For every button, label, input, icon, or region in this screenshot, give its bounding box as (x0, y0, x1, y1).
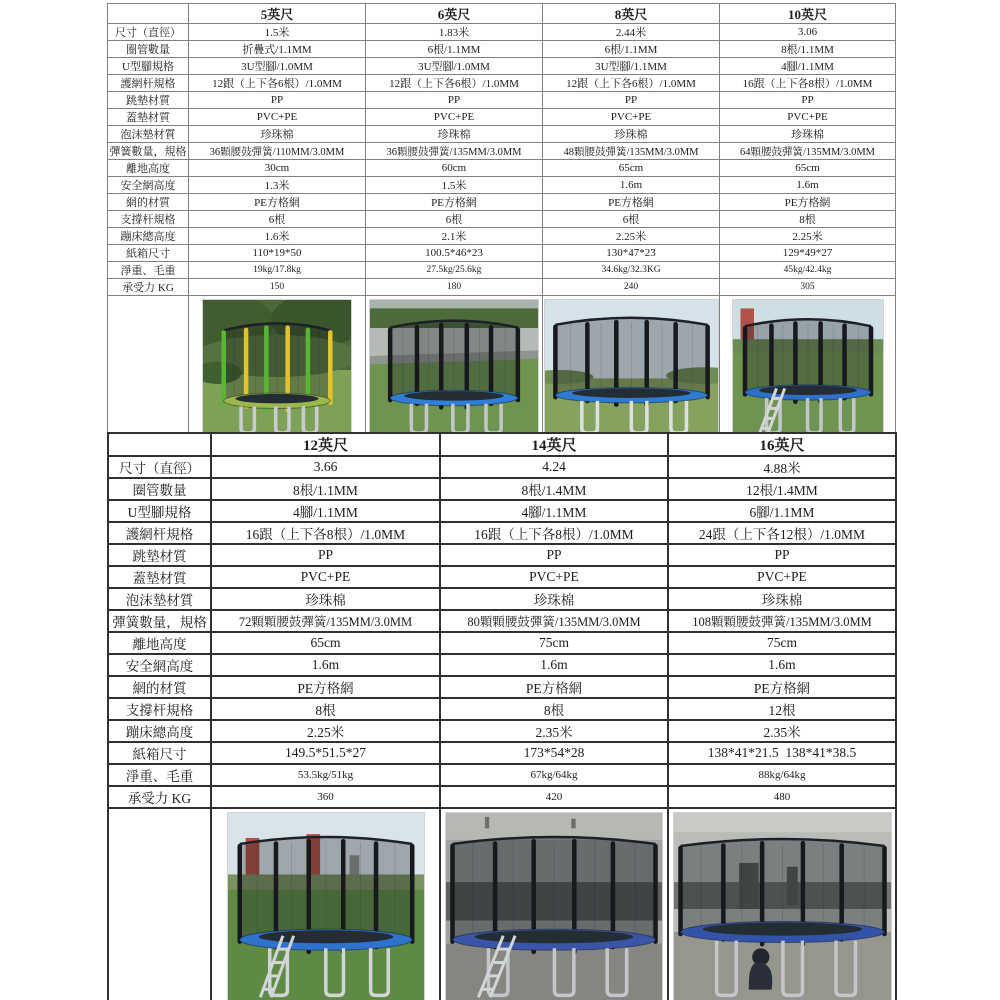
spec-cell: 4腳/1.1MM (440, 500, 668, 522)
spec-cell: 75cm (668, 632, 896, 654)
spec-cell: 30cm (189, 160, 366, 177)
spec-cell: 16跟（上下各8根）/1.0MM (211, 522, 440, 544)
spec-cell: 1.6m (543, 177, 720, 194)
photo-cell (720, 296, 896, 446)
spec-cell: 75cm (440, 632, 668, 654)
spec-cell: 130*47*23 (543, 245, 720, 262)
spec-row (108, 544, 896, 566)
spec-cell: 折疊式/1.1MM (189, 41, 366, 58)
spec-cell: PP (543, 92, 720, 109)
column-header: 12英尺 (211, 433, 440, 456)
row-label: 承受力 KG (108, 279, 189, 296)
spec-cell: 2.44米 (543, 24, 720, 41)
trampoline-photo-16ft (673, 812, 892, 1000)
photo-cell (189, 296, 366, 446)
spec-cell: 100.5*46*23 (366, 245, 543, 262)
spec-cell: 6根 (189, 211, 366, 228)
spec-row (108, 478, 896, 500)
photo-cell (668, 808, 896, 1000)
row-label: 安全網高度 (108, 654, 211, 676)
spec-row (108, 177, 896, 194)
spec-cell: 2.35米 (668, 720, 896, 742)
spec-cell: 48顆腰鼓彈簧/135MM/3.0MM (543, 143, 720, 160)
row-label: 彈簧數量，規格 (108, 143, 189, 160)
spec-cell: 72顆顆腰鼓彈簧/135MM/3.0MM (211, 610, 440, 632)
spec-cell: 6根/1.1MM (543, 41, 720, 58)
spec-cell: 3U型腳/1.0MM (189, 58, 366, 75)
trampoline-photo-8ft (544, 299, 719, 441)
row-label: 支撐杆規格 (108, 211, 189, 228)
spec-cell: 16跟（上下各8根）/1.0MM (720, 75, 896, 92)
row-label: 淨重、毛重 (108, 262, 189, 279)
spec-cell: 1.6m (211, 654, 440, 676)
photo-row (108, 296, 896, 446)
spec-cell: PE方格網 (189, 194, 366, 211)
spec-cell: PP (720, 92, 896, 109)
spec-cell: 2.1米 (366, 228, 543, 245)
trampoline-photo-12ft (227, 812, 425, 1000)
spec-cell: 53.5kg/51kg (211, 764, 440, 786)
spec-cell: 4.24 (440, 456, 668, 478)
row-label: 支撐杆規格 (108, 698, 211, 720)
spec-cell: 180 (366, 279, 543, 296)
photo-row (108, 808, 896, 1000)
spec-cell: PVC+PE (668, 566, 896, 588)
spec-cell: PE方格網 (366, 194, 543, 211)
spec-cell: PVC+PE (543, 109, 720, 126)
column-header: 14英尺 (440, 433, 668, 456)
photo-cell (440, 808, 668, 1000)
spec-cell: 8根/1.1MM (211, 478, 440, 500)
trampoline-photo-14ft (445, 812, 663, 1000)
spec-cell: 8根 (211, 698, 440, 720)
row-label: 圈管數量 (108, 478, 211, 500)
spec-cell: PE方格網 (543, 194, 720, 211)
spec-row (108, 588, 896, 610)
spec-row (108, 676, 896, 698)
column-header: 6英尺 (366, 4, 543, 24)
spec-cell: 36顆腰鼓彈簧/110MM/3.0MM (189, 143, 366, 160)
row-label: 蹦床總高度 (108, 228, 189, 245)
spec-row (108, 245, 896, 262)
spec-cell: 150 (189, 279, 366, 296)
spec-cell: 珍珠棉 (668, 588, 896, 610)
empty-cell (108, 808, 211, 1000)
spec-row (108, 160, 896, 177)
spec-cell: 173*54*28 (440, 742, 668, 764)
spec-row (108, 786, 896, 808)
row-label: 網的材質 (108, 676, 211, 698)
row-label: 離地高度 (108, 160, 189, 177)
spec-cell: PVC+PE (720, 109, 896, 126)
spec-cell: 6根 (543, 211, 720, 228)
spec-cell: 珍珠棉 (440, 588, 668, 610)
spec-cell: 16跟（上下各8根）/1.0MM (440, 522, 668, 544)
spec-cell: 138*41*21.5 138*41*38.5 (668, 742, 896, 764)
row-label: 離地高度 (108, 632, 211, 654)
spec-cell: 67kg/64kg (440, 764, 668, 786)
spec-row (108, 522, 896, 544)
spec-row (108, 109, 896, 126)
spec-cell: 64顆腰鼓彈簧/135MM/3.0MM (720, 143, 896, 160)
row-label: 淨重、毛重 (108, 764, 211, 786)
trampoline-photo-10ft (732, 299, 884, 441)
spec-cell: 1.6米 (189, 228, 366, 245)
row-label: 紙箱尺寸 (108, 245, 189, 262)
spec-row (108, 75, 896, 92)
spec-cell: 12跟（上下各6根）/1.0MM (543, 75, 720, 92)
spec-row (108, 742, 896, 764)
spec-cell: 149.5*51.5*27 (211, 742, 440, 764)
spec-row (108, 632, 896, 654)
spec-row (108, 143, 896, 160)
spec-cell: 305 (720, 279, 896, 296)
spec-row (108, 228, 896, 245)
row-label: 蓋墊材質 (108, 109, 189, 126)
spec-cell: 1.6m (720, 177, 896, 194)
spec-cell: PP (211, 544, 440, 566)
spec-cell: 1.6m (440, 654, 668, 676)
spec-cell: 1.83米 (366, 24, 543, 41)
spec-cell: 1.3米 (189, 177, 366, 194)
spec-cell: 2.25米 (543, 228, 720, 245)
spec-cell: 360 (211, 786, 440, 808)
row-label: 紙箱尺寸 (108, 742, 211, 764)
spec-cell: 8根 (440, 698, 668, 720)
spec-cell: 12根 (668, 698, 896, 720)
spec-cell: 65cm (543, 160, 720, 177)
spec-row (108, 610, 896, 632)
spec-cell: 珍珠棉 (720, 126, 896, 143)
spec-cell: 480 (668, 786, 896, 808)
spec-cell: 6根 (366, 211, 543, 228)
spec-cell: 珍珠棉 (543, 126, 720, 143)
spec-row (108, 279, 896, 296)
spec-cell: PE方格網 (668, 676, 896, 698)
spec-cell: PP (668, 544, 896, 566)
header-row (108, 4, 896, 24)
row-label: 承受力 KG (108, 786, 211, 808)
spec-row (108, 654, 896, 676)
spec-cell: 4腳/1.1MM (720, 58, 896, 75)
spec-row (108, 698, 896, 720)
row-label: 跳墊材質 (108, 92, 189, 109)
spec-cell: 6根/1.1MM (366, 41, 543, 58)
photo-cell (211, 808, 440, 1000)
spec-row (108, 456, 896, 478)
row-label: 泡沫墊材質 (108, 126, 189, 143)
trampoline-photo-5ft (202, 299, 352, 441)
spec-cell: 1.5米 (189, 24, 366, 41)
spec-cell: PE方格網 (211, 676, 440, 698)
row-label: U型腳規格 (108, 58, 189, 75)
spec-row (108, 211, 896, 228)
spec-cell: 27.5kg/25.6kg (366, 262, 543, 279)
spec-cell: PVC+PE (211, 566, 440, 588)
spec-cell: 12跟（上下各6根）/1.0MM (366, 75, 543, 92)
spec-cell: 3U型腳/1.1MM (543, 58, 720, 75)
row-label: 安全網高度 (108, 177, 189, 194)
spec-cell: 34.6kg/32.3KG (543, 262, 720, 279)
trampoline-photo-6ft (369, 299, 539, 441)
row-label: 圈管數量 (108, 41, 189, 58)
spec-cell: 19kg/17.8kg (189, 262, 366, 279)
row-label: U型腳規格 (108, 500, 211, 522)
spec-cell: PP (366, 92, 543, 109)
spec-cell: 3.06 (720, 24, 896, 41)
spec-cell: 80顆顆腰鼓彈簧/135MM/3.0MM (440, 610, 668, 632)
column-header: 16英尺 (668, 433, 896, 456)
column-header: 10英尺 (720, 4, 896, 24)
row-label: 蓋墊材質 (108, 566, 211, 588)
spec-cell: 珍珠棉 (366, 126, 543, 143)
spec-cell: 129*49*27 (720, 245, 896, 262)
spec-cell: PVC+PE (440, 566, 668, 588)
empty-cell (108, 296, 189, 446)
spec-cell: 珍珠棉 (211, 588, 440, 610)
corner-cell (108, 433, 211, 456)
spec-cell: PVC+PE (189, 109, 366, 126)
spec-cell: PE方格網 (440, 676, 668, 698)
spec-cell: 8根/1.4MM (440, 478, 668, 500)
spec-cell: 珍珠棉 (189, 126, 366, 143)
row-label: 跳墊材質 (108, 544, 211, 566)
spec-cell: 1.5米 (366, 177, 543, 194)
spec-row (108, 92, 896, 109)
spec-cell: 108顆顆腰鼓彈簧/135MM/3.0MM (668, 610, 896, 632)
row-label: 尺寸（直徑） (108, 456, 211, 478)
spec-cell: 3U型腳/1.0MM (366, 58, 543, 75)
row-label: 彈簧數量，規格 (108, 610, 211, 632)
spec-cell: 6腳/1.1MM (668, 500, 896, 522)
spec-cell: 420 (440, 786, 668, 808)
spec-cell: 110*19*50 (189, 245, 366, 262)
spec-cell: 4腳/1.1MM (211, 500, 440, 522)
spec-cell: 88kg/64kg (668, 764, 896, 786)
spec-cell: 45kg/42.4kg (720, 262, 896, 279)
header-row (108, 433, 896, 456)
spec-cell: 12根/1.4MM (668, 478, 896, 500)
photo-cell (543, 296, 720, 446)
row-label: 護網杆規格 (108, 522, 211, 544)
spec-row (108, 500, 896, 522)
column-header: 8英尺 (543, 4, 720, 24)
spec-table-small-sizes (107, 3, 896, 447)
row-label: 泡沫墊材質 (108, 588, 211, 610)
row-label: 蹦床總高度 (108, 720, 211, 742)
spec-cell: PE方格網 (720, 194, 896, 211)
spec-cell: 2.25米 (211, 720, 440, 742)
spec-cell: 24跟（上下各12根）/1.0MM (668, 522, 896, 544)
spec-cell: 65cm (720, 160, 896, 177)
spec-cell: PP (440, 544, 668, 566)
corner-cell (108, 4, 189, 24)
spec-cell: 2.35米 (440, 720, 668, 742)
spec-row (108, 126, 896, 143)
spec-cell: 12跟（上下各6根）/1.0MM (189, 75, 366, 92)
spec-cell: 8根/1.1MM (720, 41, 896, 58)
row-label: 護網杆規格 (108, 75, 189, 92)
spec-cell: 4.88米 (668, 456, 896, 478)
spec-row (108, 24, 896, 41)
spec-table-large-sizes (107, 432, 897, 1000)
spec-cell: PP (189, 92, 366, 109)
column-header: 5英尺 (189, 4, 366, 24)
spec-row (108, 41, 896, 58)
spec-row (108, 58, 896, 75)
spec-cell: 1.6m (668, 654, 896, 676)
spec-cell: 240 (543, 279, 720, 296)
spec-row (108, 720, 896, 742)
spec-cell: 65cm (211, 632, 440, 654)
spec-row (108, 566, 896, 588)
spec-cell: 8根 (720, 211, 896, 228)
spec-row (108, 262, 896, 279)
photo-cell (366, 296, 543, 446)
spec-row (108, 194, 896, 211)
row-label: 網的材質 (108, 194, 189, 211)
spec-row (108, 764, 896, 786)
spec-cell: 36顆腰鼓彈簧/135MM/3.0MM (366, 143, 543, 160)
spec-cell: PVC+PE (366, 109, 543, 126)
spec-cell: 3.66 (211, 456, 440, 478)
spec-cell: 60cm (366, 160, 543, 177)
spec-cell: 2.25米 (720, 228, 896, 245)
row-label: 尺寸（直徑） (108, 24, 189, 41)
